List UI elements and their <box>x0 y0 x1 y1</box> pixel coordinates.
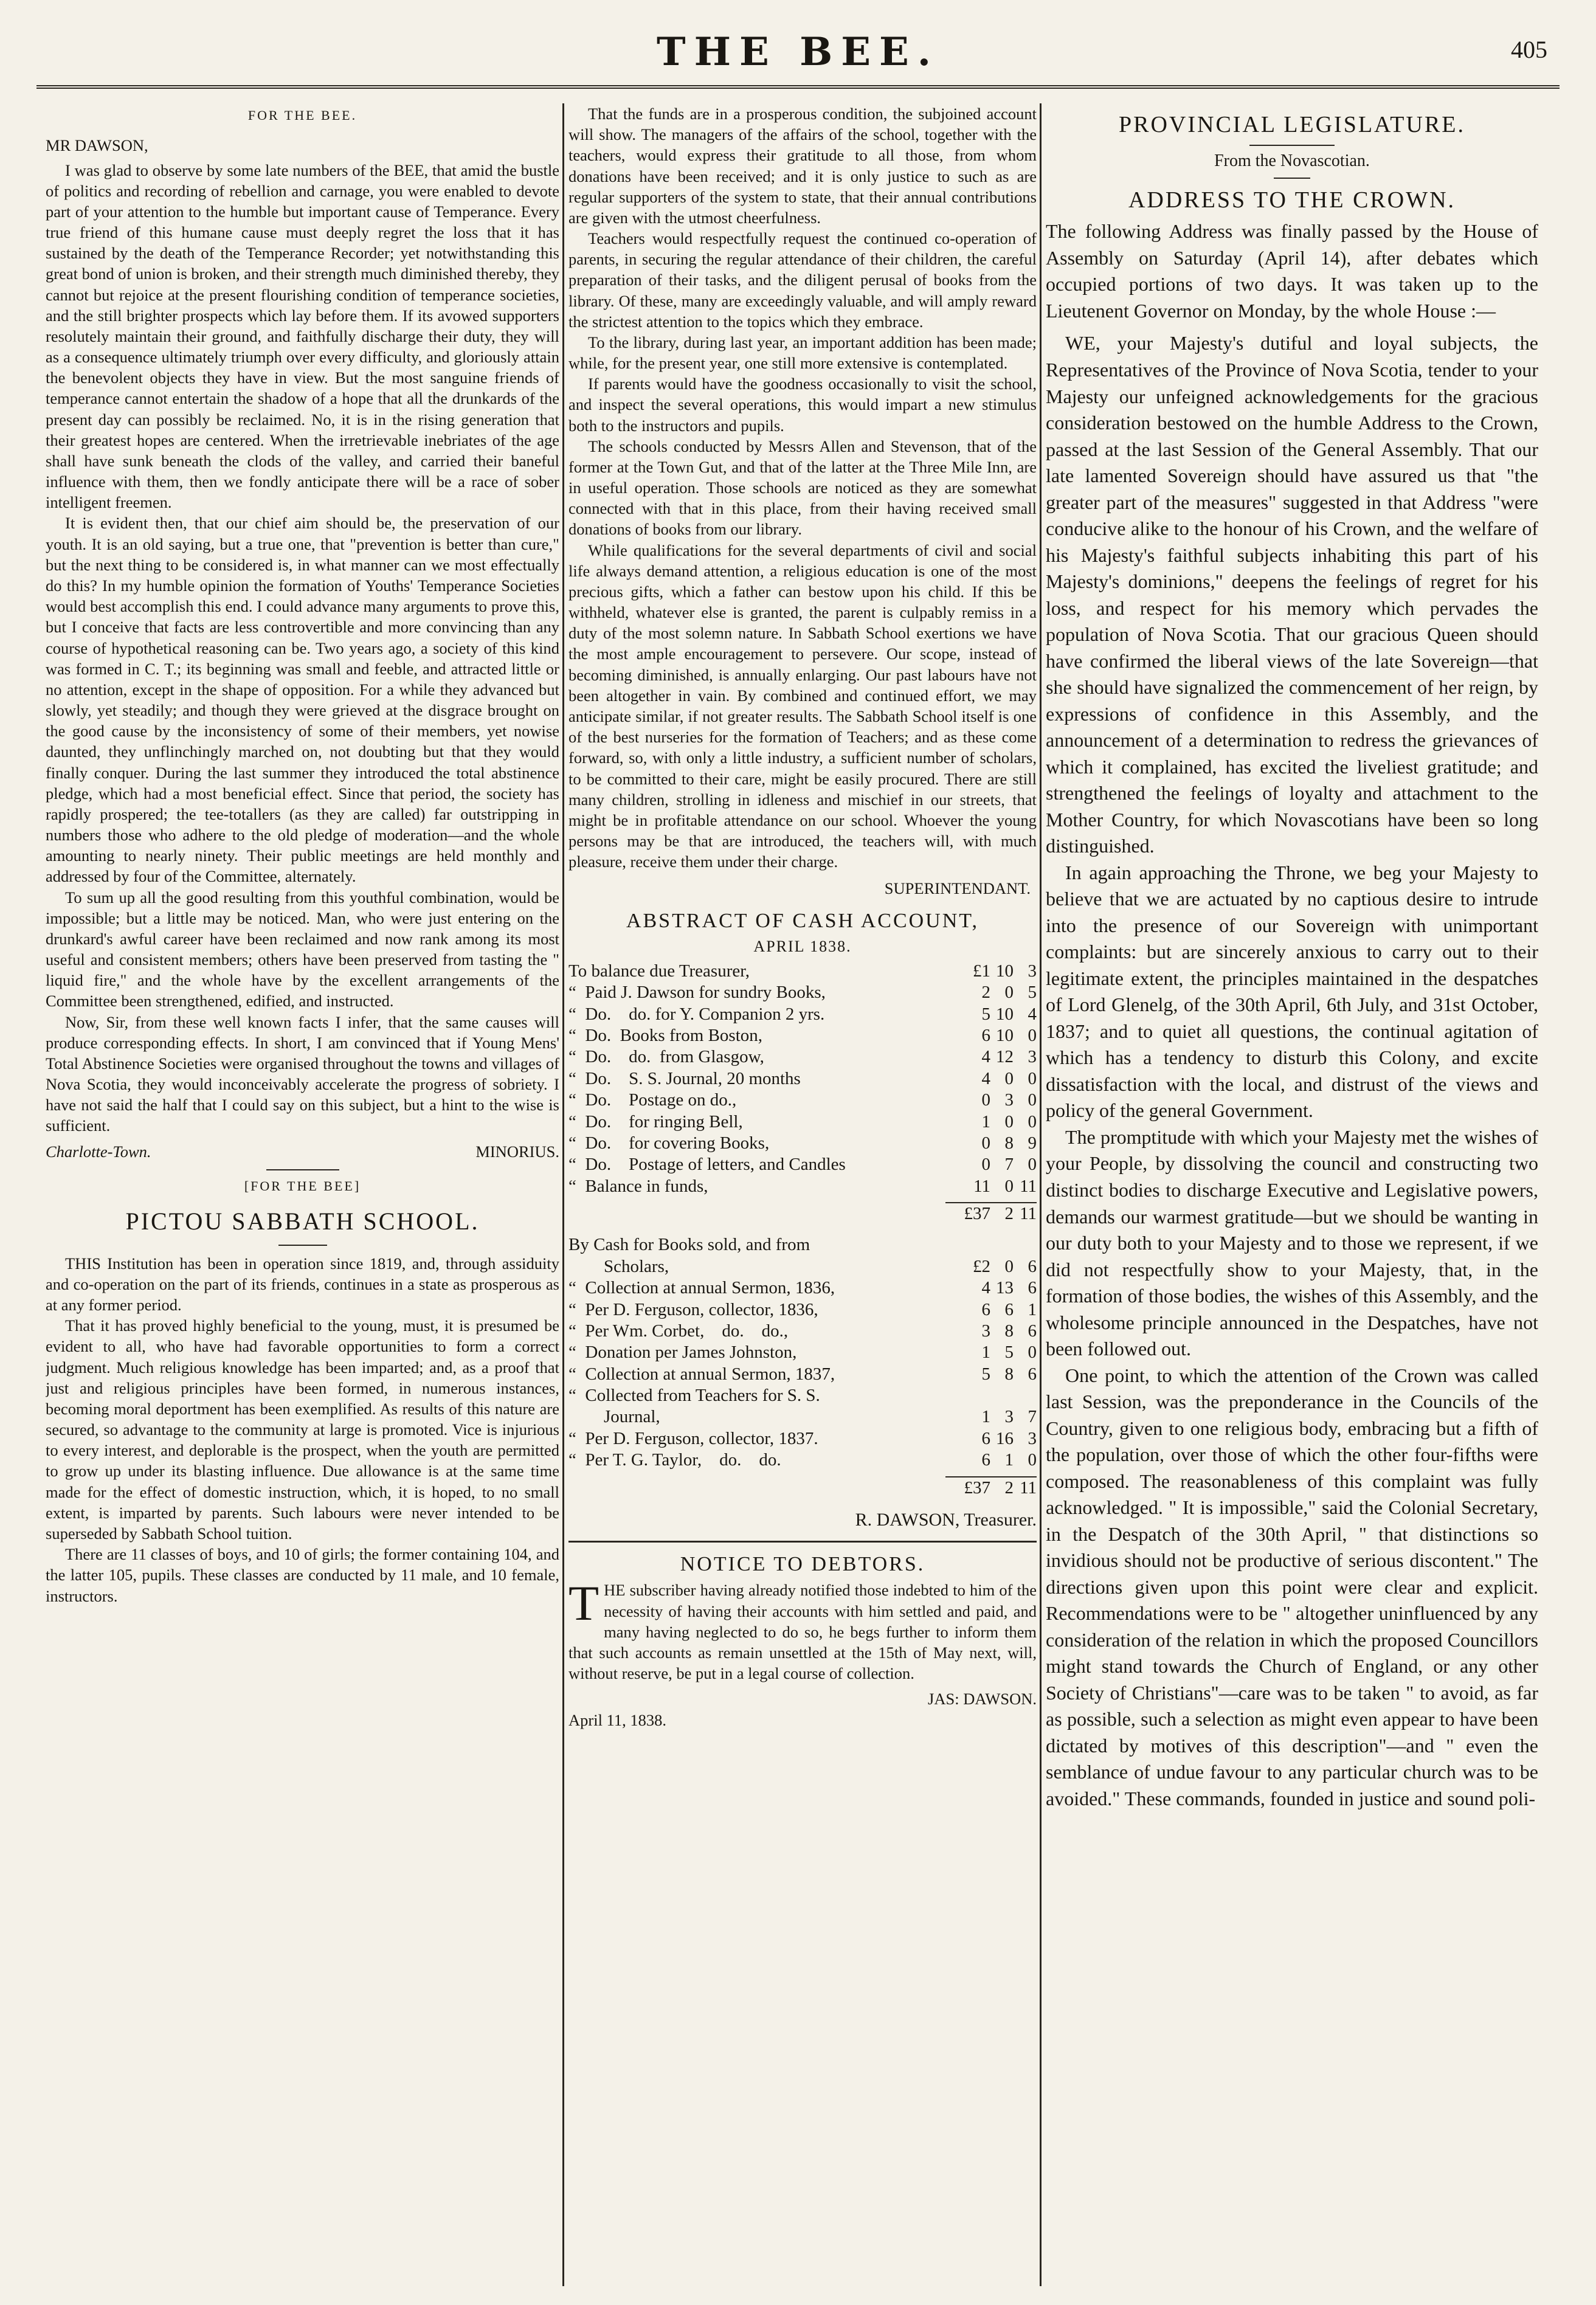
letter-paragraph: Now, Sir, from these well known facts I infer, that the same causes will produce corresponding effects. In short, I am convinced that if Young Mens' Total Abstinence Societies were organised throughout the towns and villages of Nova Scotia, they would inconceivably accelerate the progress of sobriety. I have not said the half that I could say on this subject, but a hint to the wise is sufficient. <box>46 1012 559 1135</box>
salutation: MR DAWSON, <box>46 136 148 155</box>
account-shillings: 0 <box>1004 983 1014 1003</box>
account-debits-table <box>568 961 1037 1197</box>
account-shillings: 10 <box>996 1004 1014 1024</box>
address-intro: The following Address was finally passed by the House of Assembly on Saturday (April 14), after debates which occupied portions of two days. It was taken up to the Lieutenent Governor on Monday, by the whole House :— <box>1046 220 1538 322</box>
account-shillings: 0 <box>1004 1111 1014 1132</box>
account-row <box>568 961 1037 982</box>
masthead-rule <box>36 85 1560 89</box>
school-title: PICTOU SABBATH SCHOOL. <box>125 1208 480 1235</box>
letter-paragraph: I was glad to observe by some late numbers of the BEE, that amid the bustle of politics and recording of rebellion and carnage, you were enabled to devote part of your attention to the humble but important cause of Temperance. Every true friend of this humane cause must deeply regret the loss that it has sustained by the death of the Temperance Recorder; yet notwithstanding this great bond of union is broken, and their strength much diminished thereby, they cannot but rejoice at the present flourishing condition of temperance societies, and the still brighter prospects which lay before them. If its avowed supporters resolutely maintain their ground, and faithfully discharge their duty, they will as a consequence ultimately triumph over every difficulty, and gloriously attain the benevolent objects they have in view. But the most sanguine friends of temperance cannot entertain the shadow of a hope that all the drunkards of the present day can possibly be reclaimed. No, it is in the rising generation that their greatest hopes are centered. When the irretrievable inebriates of the age shall have sunk beneath the clods of the valley, and carried their baneful influence with them, then we fondly anticipate there will be a race of sober intelligent freemen. <box>46 161 559 512</box>
account-shillings: 6 <box>1004 1299 1014 1319</box>
account-row <box>568 1046 1037 1068</box>
account-shillings: 10 <box>996 961 1014 981</box>
notice-text <box>568 1575 1037 1684</box>
account-shillings: 0 <box>1004 1256 1014 1276</box>
signature-place: Charlotte-Town. <box>46 1142 151 1161</box>
letter-signature <box>46 1141 559 1162</box>
account-item-label: “ Do. Postage on do., <box>568 1090 737 1110</box>
account-row <box>568 1133 1037 1154</box>
account-date: APRIL 1838. <box>753 938 852 956</box>
address-title: ADDRESS TO THE CROWN. <box>1128 187 1456 213</box>
account-shillings <box>990 1234 1014 1256</box>
account-pence: 0 <box>1028 1090 1037 1110</box>
account-row <box>568 1364 1037 1385</box>
account-pence <box>1014 1234 1037 1256</box>
account-item-label: Journal, <box>568 1407 660 1427</box>
account-pence: 1 <box>1028 1299 1037 1319</box>
account-shillings: 5 <box>1004 1343 1014 1363</box>
account-pounds: 1 <box>981 1407 990 1427</box>
account-debit-total <box>568 1202 1037 1225</box>
account-item-label: “ Donation per James Johnston, <box>568 1343 797 1363</box>
account-item-label: “ Paid J. Dawson for sundry Books, <box>568 983 826 1003</box>
account-pounds: 2 <box>981 983 990 1003</box>
account-pence: 6 <box>1028 1256 1037 1276</box>
account-pounds: £1 <box>973 961 990 981</box>
divider <box>1274 178 1310 179</box>
account-row <box>568 1154 1037 1175</box>
account-credits-table <box>568 1234 1037 1471</box>
account-title: ABSTRACT OF CASH ACCOUNT, <box>626 909 979 932</box>
account-pounds: 6 <box>981 1026 990 1046</box>
section-title: PROVINCIAL LEGISLATURE. <box>1118 112 1465 137</box>
account-item-label: “ Do. for covering Books, <box>568 1133 770 1153</box>
account-row <box>568 1321 1037 1342</box>
account-item-label: “ Collection at annual Sermon, 1836, <box>568 1278 835 1298</box>
account-credit-total <box>568 1476 1037 1499</box>
account-pence: 5 <box>1028 983 1037 1003</box>
account-item-label: “ Collection at annual Sermon, 1837, <box>568 1364 835 1384</box>
account-pence: 7 <box>1028 1407 1037 1427</box>
column-rule <box>562 103 564 2286</box>
school-paragraph: The schools conducted by Messrs Allen and Stevenson, that of the former at the Town Gut, and that of the latter at the Three Mile Inn, are in useful operation. Those schools are noticed as they are somewhat connected with that in this place, from their having received small donations of books from our library. <box>568 437 1037 539</box>
account-shillings: 1 <box>1004 1450 1014 1470</box>
column-rule <box>1040 103 1042 2286</box>
account-row <box>568 982 1037 1003</box>
account-pence: 6 <box>1028 1278 1037 1298</box>
notice-signature: JAS: DAWSON. <box>928 1690 1037 1709</box>
school-paragraph: THIS Institution has been in operation since 1819, and, through assiduity and co-operation on the part of its friends, continues in a state as prosperous as at any former period. <box>46 1254 559 1315</box>
account-pence: 9 <box>1028 1133 1037 1153</box>
account-shillings <box>990 1385 1014 1406</box>
address-paragraph: WE, your Majesty's dutiful and loyal subjects, the Representatives of the Province of Nova Scotia, tender to your Majesty our unfeigned acknowledgements for the gracious consideration bestowed on the humble Address to the Crown, passed at the last Session of the General Assembly. That our late lamented Sovereign should have assured us that "the greater part of the measures" suggested in that Address "were conducive alike to the honour of his Crown, and the welfare of his Majesty's faithful subjects inhabiting this part of his Majesty's dominions," deepens the feelings of regret for his loss, and respect for his memory which pervades the population of Nova Scotia. That our gracious Queen should have confirmed the liberal views of the late Sovereign—that she should have signalized the commencement of her reign, by expressions of confidence in this Assembly, and the announcement of a determination to redress the grievances of which it complained, has excited the liveliest gratitude; and strengthened the feelings of loyalty and attachment to the Mother Country, for which Novascotians have been so long distinguished. <box>1046 332 1538 857</box>
account-item-label: Scholars, <box>568 1256 669 1276</box>
account-row <box>568 1025 1037 1046</box>
notice-date: April 11, 1838. <box>568 1710 666 1729</box>
account-shillings: 0 <box>1004 1176 1014 1196</box>
account-item-label: To balance due Treasurer, <box>568 961 750 981</box>
address-paragraph: One point, to which the attention of the Crown was called last Session, was the preponderance in the Councils of the Country, given to one religious body, embracing but a fifth of the population, over those of which the other four-fifths were composed. The reasonableness of this complaint was fully acknowledged. " It is impossible," said the Colonial Secretary, in the Despatch of the 30th April, " that distinctions so invidious should not be productive of serious discontent." The directions given upon this point were clear and explicit. Recommendations were to be " altogether uninfluenced by any consideration of the relation in which the proposed Councillors might stand towards the Church of England, or any other Society of Christians"—care was to be taken " to avoid, as far as possible, such a selection as might even appear to have been dictated by motives of this description"—and " even the semblance of undue favour to any particular church was to be avoided." These commands, founded in justice and sound poli- <box>1046 1364 1538 1809</box>
account-pounds: £2 <box>973 1256 990 1276</box>
account-pounds: 6 <box>981 1450 990 1470</box>
account-shillings: 12 <box>996 1047 1014 1067</box>
school-paragraph: That it has proved highly beneficial to the young, must, it is presumed be evident to all, who have had favorable opportunities to form a correct judgment. Much religious knowledge has been imparted; and, as a proof that just and religious principles have been formed, in numerous instances, becoming moral deportment has been exemplified. As results of this nature are secured, so advantage to the community at large is promoted. Vice is injurious to every interest, and deplorable is the prospect, when the youth are permitted to grow up under its blasting influence. Due allowance is at the same time made for the effect of domestic instruction, which, it is hoped, to no small extent, is imparted by parents. Such labours were never intended to be superseded by Sabbath School tuition. <box>46 1316 559 1543</box>
account-item-label: “ Do. do. for Y. Companion 2 yrs. <box>568 1004 825 1024</box>
account-item-label: By Cash for Books sold, and from <box>568 1235 810 1255</box>
account-pence: 0 <box>1028 1450 1037 1470</box>
account-shillings: 3 <box>1004 1090 1014 1110</box>
account-shillings: 7 <box>1004 1155 1014 1175</box>
notice-body: HE subscriber having already notified those indebted to him of the necessity of having their accounts with him settled and paid, and many having neglected to do so, he begs further to inform them that such accounts as remain unsettled at the 15th of May next, will, without reserve, be put in a legal course of collection. <box>568 1581 1037 1683</box>
school-paragraph: Teachers would respectfully request the continued co-operation of parents, in securing the regular attendance of their children, the careful preparation of their tasks, and the diligent perusal of books from the library. Of these, many are exceedingly valuable, and will amply reward the strictest attention to the topics which they embrace. <box>568 229 1037 331</box>
account-pence: 4 <box>1028 1004 1037 1024</box>
account-shillings: 0 <box>1004 1068 1014 1088</box>
account-item-label: “ Do. for ringing Bell, <box>568 1111 743 1132</box>
address-paragraph: In again approaching the Throne, we beg your Majesty to believe that we are actuated by no captious desire to intrude into the presence of our Sovereign with unimportant complaints: but are sincerely anxious to carry out to their legitimate extent, the principles maintained in the despatches of Lord Glenelg, of the 30th April, 6th July, and 31st October, 1837; and to quiet all questions, the continual agitation of which has a tendency to disturb this Colony, and excite dissatisfaction with the local, and distrust of the views and policy of the general Government. <box>1046 861 1538 1122</box>
account-row <box>568 1406 1037 1428</box>
school-paragraph: To the library, during last year, an important addition has been made; while, for the present year, one still more extensive is contemplated. <box>568 333 1037 373</box>
account-pence: 3 <box>1028 961 1037 981</box>
account-shillings: 8 <box>1004 1321 1014 1341</box>
account-pounds: 1 <box>981 1111 990 1132</box>
account-shillings: 13 <box>996 1278 1014 1298</box>
page-number: 405 <box>1511 36 1547 63</box>
letter-paragraph: It is evident then, that our chief aim should be, the preservation of our youth. It is an old saying, but a true one, that "prevention is better than cure," but the next thing to be considered is, in what manner can we most effectually do this? In my humble opinion the formation of Youths' Temperance Societies would best accomplish this end. I could advance many arguments to prove this, but I conceive that facts are less controvertible and more convincing than any course of hypothetical reasoning can be. Two years ago, a society of this kind was formed in C. T.; its beginning was small and feeble, and attracted little or no attention, except in the shape of opposition. For a while they advanced but slowly, yet steadily; and though they were grieved at the disgrace brought on the good cause by the inconsistency of some of their members, yet nowise daunted, they unflinchingly marched on, not doubting but that they would finally conquer. During the last summer they introduced the total abstinence pledge, which had a most beneficial effect. Since that period, the society has rapidly prospered; the tee-totallers (as they are called) far outstripping in numbers those who adhere to the old pledge of moderation—and the whole amounting to nearly ninety. Their public meetings are held monthly and addressed by four of the Committee, alternately. <box>46 514 559 886</box>
account-row <box>568 1068 1037 1090</box>
address-paragraph: The promptitude with which your Majesty met the wishes of your People, by dissolving the council and constructing two distinct bodies to discharge Executive and Legislative powers, demands our warmest gratitude—but we should be wanting in our duty both to your Majesty and to those we represent, if we did not respectfully show to your Majesty, that, in the formation of those bodies, the wishes of this Assembly, and the wholesome principle announced in the Despatches, have not been followed out. <box>1046 1125 1538 1360</box>
source-line: From the Novascotian. <box>1214 151 1370 170</box>
account-pounds: 5 <box>981 1364 990 1384</box>
total-shillings: 2 <box>990 1477 1014 1499</box>
account-shillings: 16 <box>996 1428 1014 1448</box>
account-row <box>568 1256 1037 1277</box>
school-header: [FOR THE BEE] <box>244 1178 361 1194</box>
school-paragraph: There are 11 classes of boys, and 10 of girls; the former containing 104, and the latter 105, pupils. These classes are conducted by 11 male, and 10 female, instructors. <box>46 1545 559 1605</box>
account-item-label: “ Per D. Ferguson, collector, 1836, <box>568 1299 818 1319</box>
total-pence: 11 <box>1014 1477 1037 1499</box>
divider <box>1249 145 1335 146</box>
account-item-label: “ Per D. Ferguson, collector, 1837. <box>568 1428 818 1448</box>
account-pounds: 0 <box>981 1133 990 1153</box>
account-pounds: 6 <box>981 1299 990 1319</box>
divider <box>568 1541 1037 1543</box>
letter-paragraph: To sum up all the good resulting from this youthful combination, would be impossible; but a little may be noticed. Man, who were just entering on the drunkard's awful career have been reclaimed and now rank among its most useful and consistent members; others have been preserved from tasting the " liquid fire," and the whole have by the excellent arrangements of the Committee been strengthened, edified, and instructed. <box>46 888 559 1011</box>
letter-header: FOR THE BEE. <box>247 108 358 123</box>
divider <box>266 1169 339 1170</box>
account-shillings: 3 <box>1004 1407 1014 1427</box>
account-pounds: 3 <box>981 1321 990 1341</box>
account-pence: 3 <box>1028 1428 1037 1448</box>
account-row <box>568 1450 1037 1471</box>
account-item-label: “ Do. Postage of letters, and Candles <box>568 1155 846 1175</box>
account-pounds <box>945 1234 990 1256</box>
total-shillings: 2 <box>990 1203 1014 1225</box>
account-pounds: 0 <box>981 1155 990 1175</box>
account-shillings: 8 <box>1004 1133 1014 1153</box>
account-item-label: “ Per T. G. Taylor, do. do. <box>568 1450 781 1470</box>
superintendant-signature: SUPERINTENDANT. <box>884 879 1031 898</box>
account-row <box>568 1090 1037 1111</box>
masthead <box>36 24 1560 73</box>
account-row <box>568 1385 1037 1406</box>
account-pounds: 4 <box>981 1047 990 1067</box>
drop-cap: T <box>568 1575 599 1631</box>
school-paragraph: While qualifications for the several departments of civil and social life always demand attention, a religious education is one of the most precious gifts, which a father can bestow upon his child. If this be withheld, whatever else is granted, the parent is culpably remiss in a duty of the most solemn nature. In Sabbath School exertions we have the most ample encouragement to persevere. Our scope, instead of becoming diminished, is annually enlarging. Our past labours have not been altogether in vain. By combined and continued effort, we may anticipate similar, if not greater results. The Sabbath School itself is one of the best nurseries for the formation of Teachers; and as these come forward, so, with only a little industry, a sufficient number of scholars, to be committed to their care, might be easily procured. There are still many children, strolling in idleness and mischief in our streets, that might be in profitable attendance on our school. Whoever the young persons may be that are introduced, the teachers will, with much pleasure, receive them under their charge. <box>568 541 1037 871</box>
account-pence: 0 <box>1028 1111 1037 1132</box>
divider <box>278 1245 327 1246</box>
signature-name: MINORIUS. <box>475 1142 559 1161</box>
treasurer-signature: R. DAWSON, Treasurer. <box>855 1509 1037 1530</box>
account-pence: 6 <box>1028 1364 1037 1384</box>
account-pence: 6 <box>1028 1321 1037 1341</box>
account-row <box>568 1342 1037 1363</box>
column-1 <box>46 103 559 2286</box>
account-item-label: “ Do. do. from Glasgow, <box>568 1047 764 1067</box>
account-pence: 0 <box>1028 1068 1037 1088</box>
account-pence: 0 <box>1028 1343 1037 1363</box>
account-pence: 11 <box>1020 1176 1037 1196</box>
total-pence: 11 <box>1014 1203 1037 1225</box>
account-shillings: 8 <box>1004 1364 1014 1384</box>
account-row <box>568 1277 1037 1299</box>
notice-title: NOTICE TO DEBTORS. <box>680 1552 925 1575</box>
account-pence: 0 <box>1028 1026 1037 1046</box>
account-item-label: “ Do. Books from Boston, <box>568 1026 762 1046</box>
account-pounds: 11 <box>973 1176 990 1196</box>
account-row <box>568 1299 1037 1321</box>
account-item-label: “ Collected from Teachers for S. S. <box>568 1386 820 1406</box>
account-pence: 3 <box>1028 1047 1037 1067</box>
school-paragraph: That the funds are in a prosperous condition, the subjoined account will show. The managers of the affairs of the school, together with the teachers, would express their gratitude to all those, from whom donations have been received; and it is only justice to such as are regular supporters of the system to state, that their annual contributions are given with the utmost cheerfulness. <box>568 105 1037 227</box>
account-shillings: 10 <box>996 1026 1014 1046</box>
school-paragraph: If parents would have the goodness occasionally to visit the school, and inspect the several operations, this would impart a new stimulus both to the instructors and pupils. <box>568 375 1037 435</box>
total-pounds: £37 <box>945 1203 990 1225</box>
account-item-label: “ Per Wm. Corbet, do. do., <box>568 1321 789 1341</box>
account-row <box>568 1176 1037 1197</box>
account-item-label: “ Do. S. S. Journal, 20 months <box>568 1068 801 1088</box>
account-pounds: 4 <box>981 1068 990 1088</box>
account-pounds <box>945 1385 990 1406</box>
account-pounds: 5 <box>981 1004 990 1024</box>
account-pence: 0 <box>1028 1155 1037 1175</box>
account-row <box>568 1004 1037 1025</box>
account-pounds: 1 <box>981 1343 990 1363</box>
newspaper-title: THE BEE. <box>656 29 940 75</box>
account-row <box>568 1234 1037 1256</box>
total-pounds: £37 <box>945 1477 990 1499</box>
account-pence <box>1014 1385 1037 1406</box>
column-2 <box>568 103 1037 2286</box>
account-pounds: 4 <box>981 1278 990 1298</box>
account-pounds: 6 <box>981 1428 990 1448</box>
column-3 <box>1046 103 1538 2286</box>
account-row <box>568 1111 1037 1133</box>
account-row <box>568 1428 1037 1450</box>
account-item-label: “ Balance in funds, <box>568 1176 708 1196</box>
account-pounds: 0 <box>981 1090 990 1110</box>
